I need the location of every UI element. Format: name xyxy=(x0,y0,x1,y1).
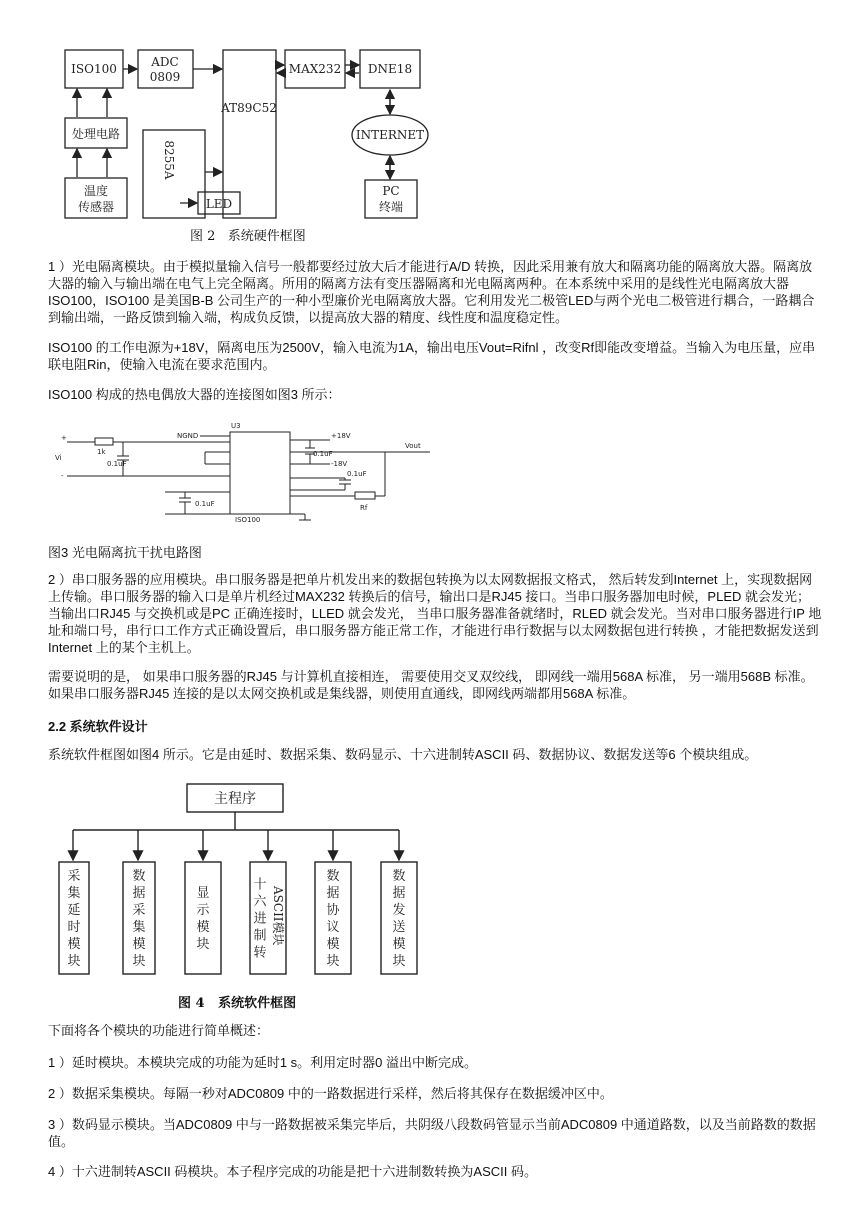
cap4-label: 0.1uF xyxy=(195,500,215,508)
paragraph-delay-module: 1 ）延时模块。本模块完成的功能为延时1 s。利用定时器0 溢出中断完成。 xyxy=(48,1055,478,1070)
input-resistor xyxy=(95,438,113,445)
8255a-label: 8255A xyxy=(162,140,176,180)
pc-label-line2: 终端 xyxy=(378,200,404,214)
figure-2-caption: 图 2 系统硬件框图 xyxy=(190,229,306,244)
iso100-chip xyxy=(230,432,290,514)
paragraph-iso100-power: ISO100 的工作电源为+18V，隔离电压为2500V，输入电流为1A，输出电压Vout=Rifnl ，改变Rf即能改变增益。当输入为电压量，应串联电阻Rin，使输入电流在要求范围内。 xyxy=(48,340,816,372)
plus18v-label: +18V xyxy=(331,432,351,440)
ngnd-label: NGND xyxy=(177,432,199,440)
feedback-resistor-rf xyxy=(355,492,375,499)
adc-label-line1: ADC xyxy=(151,55,179,69)
sensor-label-line2: 传感器 xyxy=(77,200,115,214)
figure-4-software-diagram xyxy=(55,778,425,983)
module-label-data-protocol: 数据协议模块 xyxy=(326,869,340,969)
input-resistor-label: 1k xyxy=(97,448,106,456)
paragraph-module-intro: 下面将各个模块的功能进行简单概述： xyxy=(48,1023,270,1038)
adc-label-line2: 0809 xyxy=(149,70,181,84)
paragraph-optical-isolation: 1 ）光电隔离模块。由于模拟量输入信号一般都要经过放大后才能进行A/D 转换，因此采用兼有放大和隔离功能的隔离放大器。隔离放大器的输入与输出端在电气上完全隔离。所用的隔离方法有变压器隔离和光电隔离两种。在本系统中采用的是线性光电隔离放大器ISO100，ISO100 是美国B-B 公司生产的一种小型廉价光电隔离放大器。它利用发光二极管LED与两个光电二极管进行耦合，一路耦合到输出端，一路反馈到输入端，构成负反馈，以提高放大器的精度、线性度和温度稳定性。 xyxy=(48,259,815,325)
chip-ref-label: U3 xyxy=(231,422,241,430)
figure-3-caption: 图3 光电隔离抗干扰电路图 xyxy=(48,545,202,560)
section-heading-software-design: 2.2 系统软件设计 xyxy=(48,719,148,734)
module-label-hex-to-ascii: 十六进制转 xyxy=(253,877,267,961)
minus18v-label: -18V xyxy=(331,460,348,468)
figure-4-caption: 图 4 系统软件框图 xyxy=(178,996,297,1011)
module-display xyxy=(185,862,221,974)
main-program-label: 主程序 xyxy=(214,791,256,807)
sensor-label-line1: 温度 xyxy=(83,184,109,198)
paragraph-hex-ascii-module: 4 ）十六进制转ASCII 码模块。本子程序完成的功能是把十六进制数转换为ASCII 码。 xyxy=(48,1164,537,1179)
paragraph-display-module: 3 ）数码显示模块。当ADC0809 中与一路数据被采集完毕后，共阴级八段数码管显示当前ADC0809 中通道路数，以及当前路数的数据值。 xyxy=(48,1117,816,1149)
figure-3-circuit xyxy=(55,418,445,526)
paragraph-iso100-figure-ref: ISO100 构成的热电偶放大器的连接图如图3 所示： xyxy=(48,387,341,402)
paragraph-software-overview: 系统软件框图如图4 所示。它是由延时、数据采集、数码显示、十六进制转ASCII 码、数据协议、数据发送等6 个模块组成。 xyxy=(48,747,758,762)
iso100-label: ISO100 xyxy=(71,62,117,76)
vout-label: Vout xyxy=(405,442,421,450)
processing-circuit-label: 处理电路 xyxy=(71,127,121,141)
paragraph-rj45-note: 需要说明的是， 如果串口服务器的RJ45 与计算机直接相连， 需要使用交叉双绞线， 即网线一端用568A 标准， 另一端用568B 标准。如果串口服务器RJ45 连接的是以太网交换机或是集线器，则使用直通线，即网线两端都用568A 标准。 xyxy=(48,669,814,701)
vi-label: Vi xyxy=(55,454,62,462)
input-cap-label: 0.1uF xyxy=(107,460,127,468)
dne18-label: DNE18 xyxy=(367,62,413,76)
module-label-data-acquisition: 数据采集模块 xyxy=(132,869,146,969)
plus-terminal-label: + xyxy=(61,434,67,442)
paragraph-acquisition-module: 2 ）数据采集模块。每隔一秒对ADC0809 中的一路数据进行采样，然后将其保存在数据缓冲区中。 xyxy=(48,1086,613,1101)
led-label: LED xyxy=(205,197,233,211)
chip-name-label: ISO100 xyxy=(235,516,261,524)
mcu-block xyxy=(223,50,276,218)
cap2-label: 0.1uF xyxy=(313,450,333,458)
figure-2-hardware-diagram xyxy=(55,40,435,220)
pc-label-line1: PC xyxy=(382,184,400,198)
module-label-display: 显示模块 xyxy=(196,886,210,952)
internet-label: INTERNET xyxy=(355,128,425,142)
paragraph-serial-server: 2 ）串口服务器的应用模块。串口服务器是把单片机发出来的数据包转换为以太网数据报文格式， 然后转发到Internet 上，实现数据网上传输。串口服务器的输入口是单片机经过MAX232 转换后的信号，输出口是RJ45 接口。当串口服务器加电时候，PLED 就会发光； 当输出口RJ45 与交换机或是PC 正确连接时，LLED 就会发光， 当串口服务器准备就绪时，RLED 就会发光。当对串口服务器进行IP 地址和端口号，串行口工作方式正确设置后，串口服务器方能正常工作，才能进行串行数据与以太网数据包进行转换 ，才能把数据发送到Internet 上的某个主机上。 xyxy=(48,572,822,655)
mcu-label: AT89C52 xyxy=(221,101,277,115)
cap3-label: 0.1uF xyxy=(347,470,367,478)
minus-terminal-label: - xyxy=(61,472,64,480)
module-label-delay: 采集延时模块 xyxy=(67,869,81,969)
ascii-module-label: ASCII模块 xyxy=(271,886,285,946)
rf-label: Rf xyxy=(360,504,368,512)
max232-label: MAX232 xyxy=(288,62,342,76)
module-label-data-send: 数据发送模块 xyxy=(392,869,406,969)
